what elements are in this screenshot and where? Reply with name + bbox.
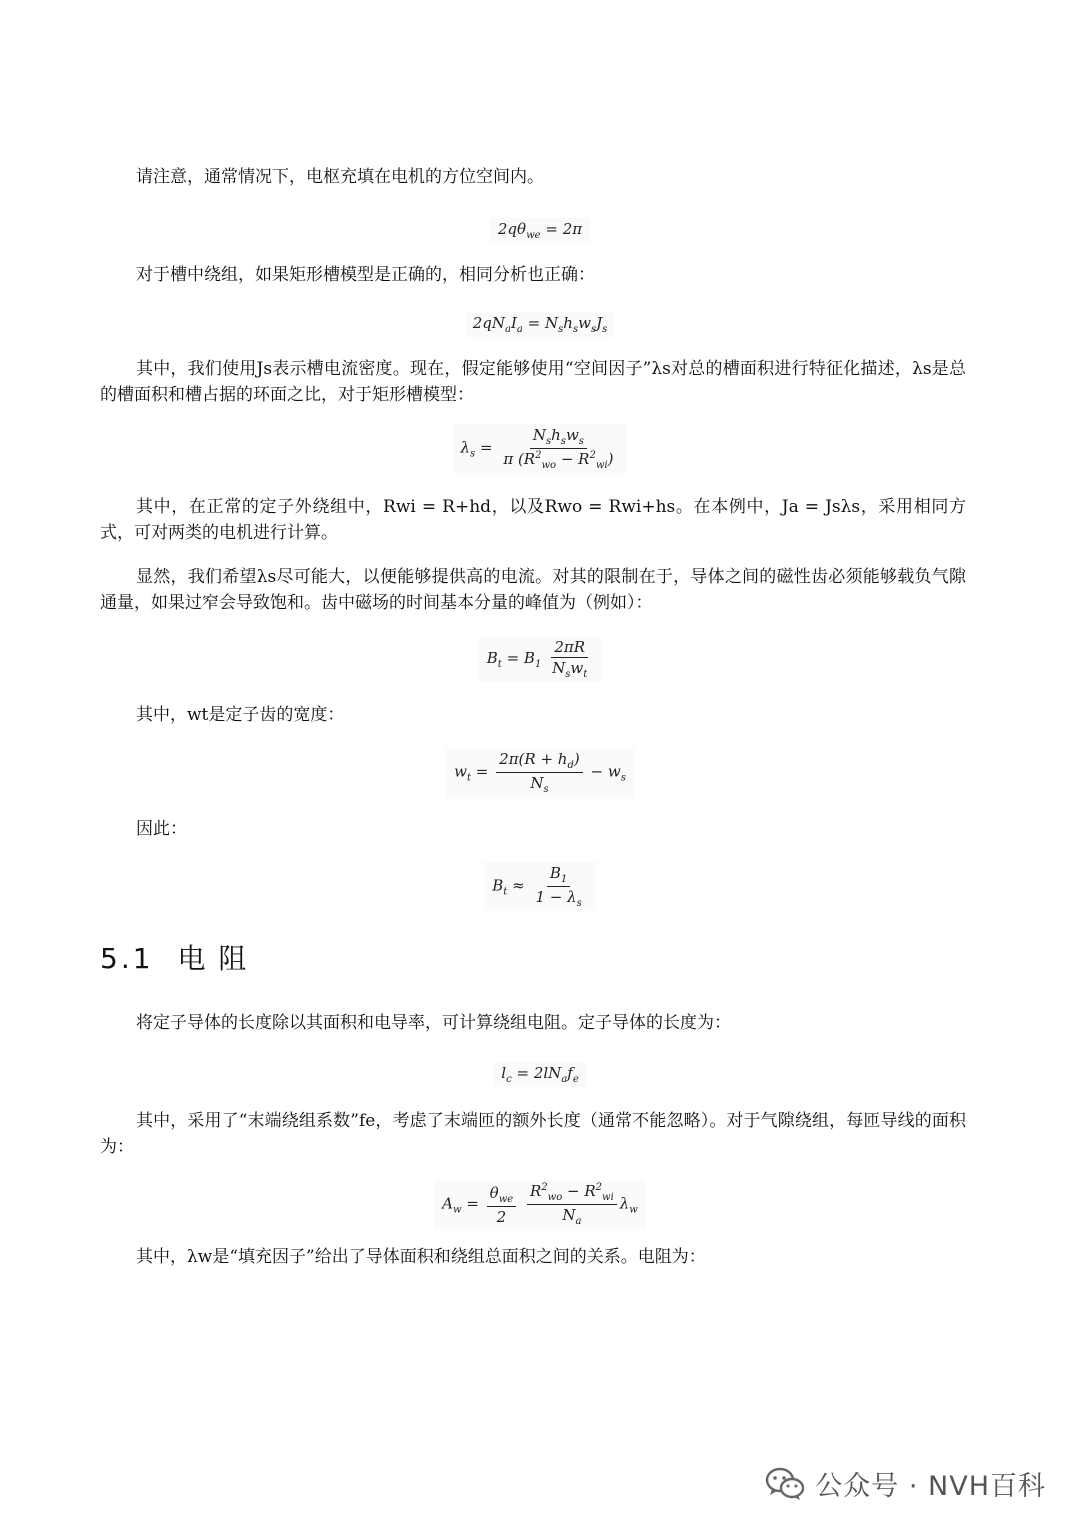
paragraph: 其中，我们使用Js表示槽电流密度。现在，假定能够使用“空间因子”λs对总的槽面积进行特征化描述，λs是总的槽面积和槽占据的环面之比，对于矩形槽模型： [100, 359, 966, 405]
watermark [765, 1464, 1046, 1503]
paragraph: 其中，wt是定子齿的宽度： [136, 705, 345, 725]
equation-tooth-flux: $B_t = B_1$ $\frac{2\pi R}{N_sw_t}$ [0, 636, 1080, 682]
paragraph: 将定子导体的长度除以其面积和电导率，可计算绕组电阻。定子导体的长度为： [136, 1013, 731, 1033]
paragraph: 因此： [136, 819, 187, 839]
section-heading [100, 937, 248, 977]
equation-wire-area: $A_w$ = $\frac{\theta_{we}}{2}$ $\frac{R^2_{wo} - R^2_{wi}}{N_a}$ $\lambda_w$ [0, 1180, 1080, 1229]
wechat-icon [765, 1467, 805, 1501]
section-number: 5.1 [100, 942, 154, 975]
paragraph: 其中，在正常的定子外绕组中，Rwi = R+hd，以及Rwo = Rwi+hs。在本例中，Ja = Jsλs，采用相同方式，可对两类的电机进行计算。 [100, 497, 966, 543]
paragraph: 显然，我们希望λs尽可能大，以便能够提供高的电流。对其的限制在于，导体之间的磁性齿必须能够载负气隙通量，如果过窄会导致饱和。齿中磁场的时间基本分量的峰值为（例如）： [100, 567, 966, 613]
paragraph: 请注意，通常情况下，电枢充填在电机的方位空间内。 [136, 167, 544, 187]
paragraph: 其中，采用了“末端绕组系数”fe，考虑了末端匝的额外长度（通常不能忽略）。对于气隙绕组，每匝导线的面积为： [100, 1111, 966, 1157]
paragraph: 其中，λw是“填充因子”给出了导体面积和绕组总面积之间的关系。电阻为： [136, 1247, 706, 1267]
equation-phase-span: $2q\theta_{we} = 2\pi$ [0, 218, 1080, 243]
equation-conductor-length: $l_c = 2lN_af_e$ [0, 1062, 1080, 1087]
paragraph: 对于槽中绕组，如果矩形槽模型是正确的，相同分析也正确： [136, 265, 595, 285]
watermark-text: 公众号 · NVH百科 [815, 1471, 1046, 1502]
equation-tooth-width: $w_t$ = $\frac{2\pi(R + h_d)}{N_s}$ − $w_s$ [0, 748, 1080, 797]
equation-tooth-flux-approx: $B_t$ ≈ $\frac{B_1}{1 - \lambda_s}$ [0, 862, 1080, 911]
equation-space-factor: $\lambda_s$ = $\frac{N_sh_sw_s}{\pi (R^2_{wo} - R^2_{wi})}$ [0, 424, 1080, 473]
section-title: 电 阻 [177, 942, 249, 975]
equation-slot-current: $2qN_aI_a = N_sh_sw_sJ_s$ [0, 312, 1080, 337]
